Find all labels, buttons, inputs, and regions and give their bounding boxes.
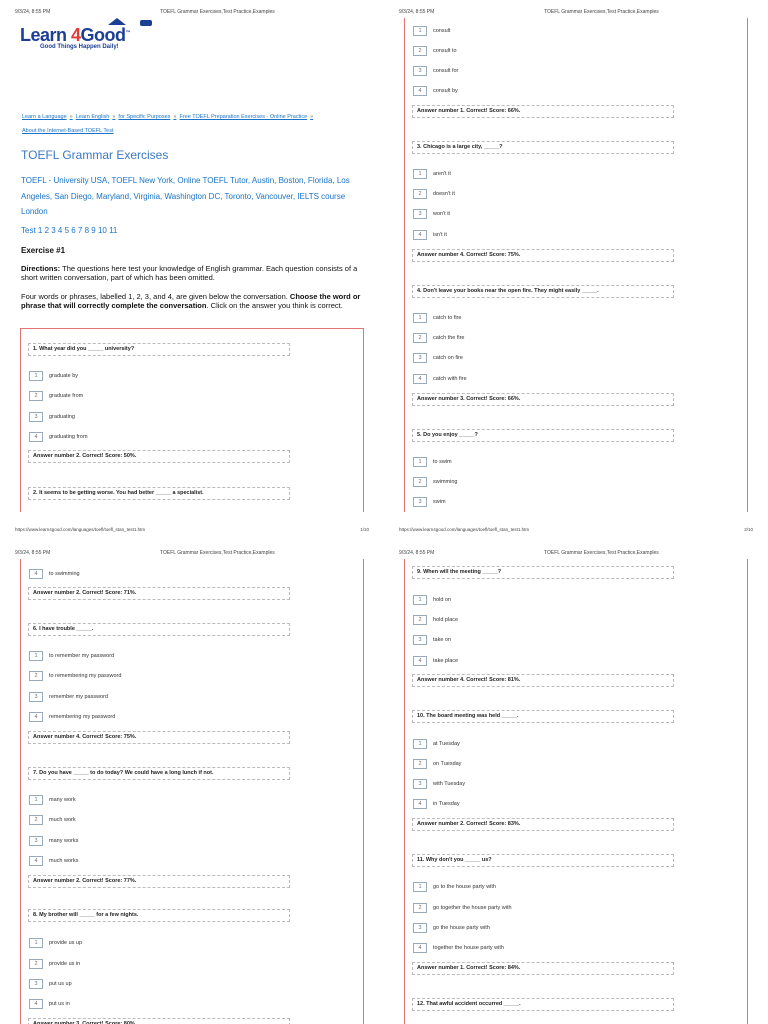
answer-option[interactable]: 3 won't it (413, 208, 450, 220)
answer-option[interactable]: 4 together the house party with (413, 942, 504, 954)
answer-option[interactable]: 2 catch the fire (413, 332, 465, 344)
question-text: 1. What year did you _____ university? (28, 343, 290, 356)
answer-option[interactable]: 3 remember my password (29, 691, 108, 703)
answer-feedback: Answer number 2. Correct! Score: 50%. (28, 450, 290, 463)
answer-option[interactable]: 2 to remembering my password (29, 670, 121, 682)
answer-option[interactable]: 4 in Tuesday (413, 798, 460, 810)
learn4good-logo[interactable] (20, 22, 160, 56)
answer-option[interactable]: 1 to remember my password (29, 650, 114, 662)
answer-option[interactable]: 3 graduating (29, 411, 75, 423)
question-text: 2. It seems to be getting worse. You had better _____ a specialist. (28, 487, 290, 500)
answer-option[interactable]: 3 swim (413, 496, 446, 508)
page-title: TOEFL Grammar Exercises (21, 148, 169, 162)
pdf-page-2 (384, 0, 768, 512)
answer-option[interactable]: 1 provide us up (29, 937, 82, 949)
header-date: 9/3/24, 8:55 PM (399, 9, 435, 15)
answer-option[interactable]: 1 aren't it (413, 168, 451, 180)
answer-option[interactable]: 4 catch with fire (413, 373, 467, 385)
test-number-links[interactable]: Test 1 2 3 4 5 6 7 8 9 10 11 (21, 226, 118, 235)
quiz-box-right-border (747, 559, 748, 1024)
answer-option[interactable]: 2 doesn't it (413, 188, 455, 200)
answer-option[interactable]: 3 many works (29, 835, 78, 847)
pdf-page-3 (0, 541, 384, 1024)
header-date: 9/3/24, 8:55 PM (15, 9, 51, 15)
answer-option[interactable]: 4 much works (29, 855, 78, 867)
footer-url: https://www.learn4good.com/languages/toefl/toefl_stan_test1.htm (399, 527, 530, 532)
answer-option[interactable]: 3 catch on fire (413, 352, 463, 364)
answer-option[interactable]: 1 consult (413, 25, 450, 37)
question-text: 7. Do you have _____ to do today? We could have a long lunch if not. (28, 767, 290, 780)
answer-option[interactable]: 1 graduate by (29, 370, 78, 382)
logo-tagline: Good Things Happen Daily! (40, 44, 119, 50)
answer-feedback: Answer number 2. Correct! Score: 83%. (412, 818, 674, 831)
answer-feedback: Answer number 4. Correct! Score: 75%. (412, 249, 674, 262)
question-text: 11. Why don't you _____ us? (412, 854, 674, 867)
breadcrumb-link[interactable]: About the Internet-Based TOEFL Test (22, 128, 114, 134)
page-header (399, 9, 753, 17)
answer-feedback: Answer number 1. Correct! Score: 84%. (412, 962, 674, 975)
page-header (15, 550, 369, 558)
page-footer (15, 527, 369, 535)
directions-text: Directions: The questions here test your knowledge of English grammar. Each question consists of a short written conversation, part of which has been omitted. (21, 264, 358, 282)
graduation-cap-icon (108, 18, 126, 25)
answer-option[interactable]: 4 isn't it (413, 229, 447, 241)
answer-option[interactable]: 3 with Tuesday (413, 778, 465, 790)
quiz-box-top-border (20, 328, 364, 329)
answer-option[interactable]: 2 much work (29, 814, 76, 826)
question-text: 9. When will the meeting _____? (412, 566, 674, 579)
answer-option[interactable]: 1 hold on (413, 594, 451, 606)
pdf-page-4 (384, 541, 768, 1024)
instructions-text: Four words or phrases, labelled 1, 2, 3, and 4, are given below the conversation. Choose the word or phrase that will correctly complete the conversation. Click on the answer you think is correct. (21, 292, 361, 310)
answer-feedback: Answer number 3. Correct! Score: 66%. (412, 393, 674, 406)
question-text: 6. I have trouble _____. (28, 623, 290, 636)
answer-feedback: Answer number 3. Correct! Score: 80%. (28, 1018, 290, 1024)
page-header (15, 9, 369, 17)
answer-option[interactable]: 4 to swimming (29, 568, 80, 580)
exercise-heading: Exercise #1 (21, 246, 66, 255)
footer-url: https://www.learn4good.com/languages/toefl/toefl_stan_test1.htm (15, 527, 146, 532)
page-footer (399, 527, 753, 535)
breadcrumb-link[interactable]: Free TOEFL Preparation Exercises - Online Practice (179, 114, 308, 120)
question-text: 8. My brother will _____ for a few nights. (28, 909, 290, 922)
header-title: TOEFL Grammar Exercises,Test Practice,Examples (160, 9, 275, 15)
footer-page-number: 2/10 (744, 527, 753, 532)
answer-option[interactable]: 4 consult by (413, 85, 458, 97)
answer-feedback: Answer number 2. Correct! Score: 77%. (28, 875, 290, 888)
quiz-box-left-border (20, 328, 21, 512)
answer-option[interactable]: 4 put us in (29, 998, 70, 1010)
answer-option[interactable]: 3 go the house party with (413, 922, 490, 934)
answer-feedback: Answer number 4. Correct! Score: 81%. (412, 674, 674, 687)
answer-option[interactable]: 1 go to the house party with (413, 881, 496, 893)
answer-option[interactable]: 3 consult for (413, 65, 458, 77)
breadcrumb-link[interactable]: Learn English (75, 114, 110, 120)
answer-option[interactable]: 4 graduating from (29, 431, 88, 443)
breadcrumb: Learn a Language » Learn English » for Specific Purposes » Free TOEFL Preparation Exercises - Online Practice » (22, 114, 314, 120)
header-title: TOEFL Grammar Exercises,Test Practice,Examples (160, 550, 275, 556)
header-date: 9/3/24, 8:55 PM (399, 550, 435, 556)
footer-page-number: 1/10 (360, 527, 369, 532)
answer-option[interactable]: 3 put us up (29, 978, 72, 990)
header-title: TOEFL Grammar Exercises,Test Practice,Examples (544, 9, 659, 15)
question-text: 4. Don't leave your books near the open fire. They might easily _____. (412, 285, 674, 298)
header-date: 9/3/24, 8:55 PM (15, 550, 51, 556)
book-icon (140, 20, 152, 26)
answer-option[interactable]: 1 to swim (413, 456, 452, 468)
quiz-box-right-border (363, 559, 364, 1024)
answer-option[interactable]: 2 consult to (413, 45, 457, 57)
question-text: 3. Chicago is a large city, _____? (412, 141, 674, 154)
answer-feedback: Answer number 1. Correct! Score: 66%. (412, 105, 674, 118)
quiz-box-left-border (404, 18, 405, 512)
answer-option[interactable]: 4 take place (413, 655, 458, 667)
related-links[interactable]: TOEFL - University USA, TOEFL New York, Online TOEFL Tutor, Austin, Boston, Florida, Los Angeles, San Diego, Maryland, Virginia, Washington DC, Toronto, Vancouver, IELTS course London (21, 176, 350, 216)
answer-option[interactable]: 1 catch to fire (413, 312, 461, 324)
quiz-box-right-border (747, 18, 748, 512)
answer-option[interactable]: 2 go together the house party with (413, 902, 512, 914)
answer-feedback: Answer number 4. Correct! Score: 75%. (28, 731, 290, 744)
answer-option[interactable]: 2 swimming (413, 476, 457, 488)
breadcrumb-link[interactable]: Learn a Language (22, 114, 67, 120)
pdf-page-1 (0, 0, 384, 512)
page-header (399, 550, 753, 558)
answer-option[interactable]: 2 graduate from (29, 390, 83, 402)
answer-option[interactable]: 4 remembering my password (29, 711, 115, 723)
question-text: 12. That awful accident occurred _____. (412, 998, 674, 1011)
quiz-box-left-border (20, 559, 21, 1024)
question-text: 10. The board meeting was held _____. (412, 710, 674, 723)
question-text: 5. Do you enjoy _____? (412, 429, 674, 442)
quiz-box-left-border (404, 559, 405, 1024)
answer-option[interactable]: 2 on Tuesday (413, 758, 461, 770)
answer-feedback: Answer number 2. Correct! Score: 71%. (28, 587, 290, 600)
logo-text: Learn 4Good™ (20, 25, 131, 45)
quiz-box-right-border (363, 328, 364, 512)
answer-option[interactable]: 2 provide us in (29, 958, 80, 970)
breadcrumb-link[interactable]: for Specific Purposes (118, 114, 171, 120)
answer-option[interactable]: 3 take on (413, 634, 451, 646)
answer-option[interactable]: 1 at Tuesday (413, 738, 460, 750)
answer-option[interactable]: 1 many work (29, 794, 76, 806)
header-title: TOEFL Grammar Exercises,Test Practice,Examples (544, 550, 659, 556)
answer-option[interactable]: 2 hold place (413, 614, 458, 626)
